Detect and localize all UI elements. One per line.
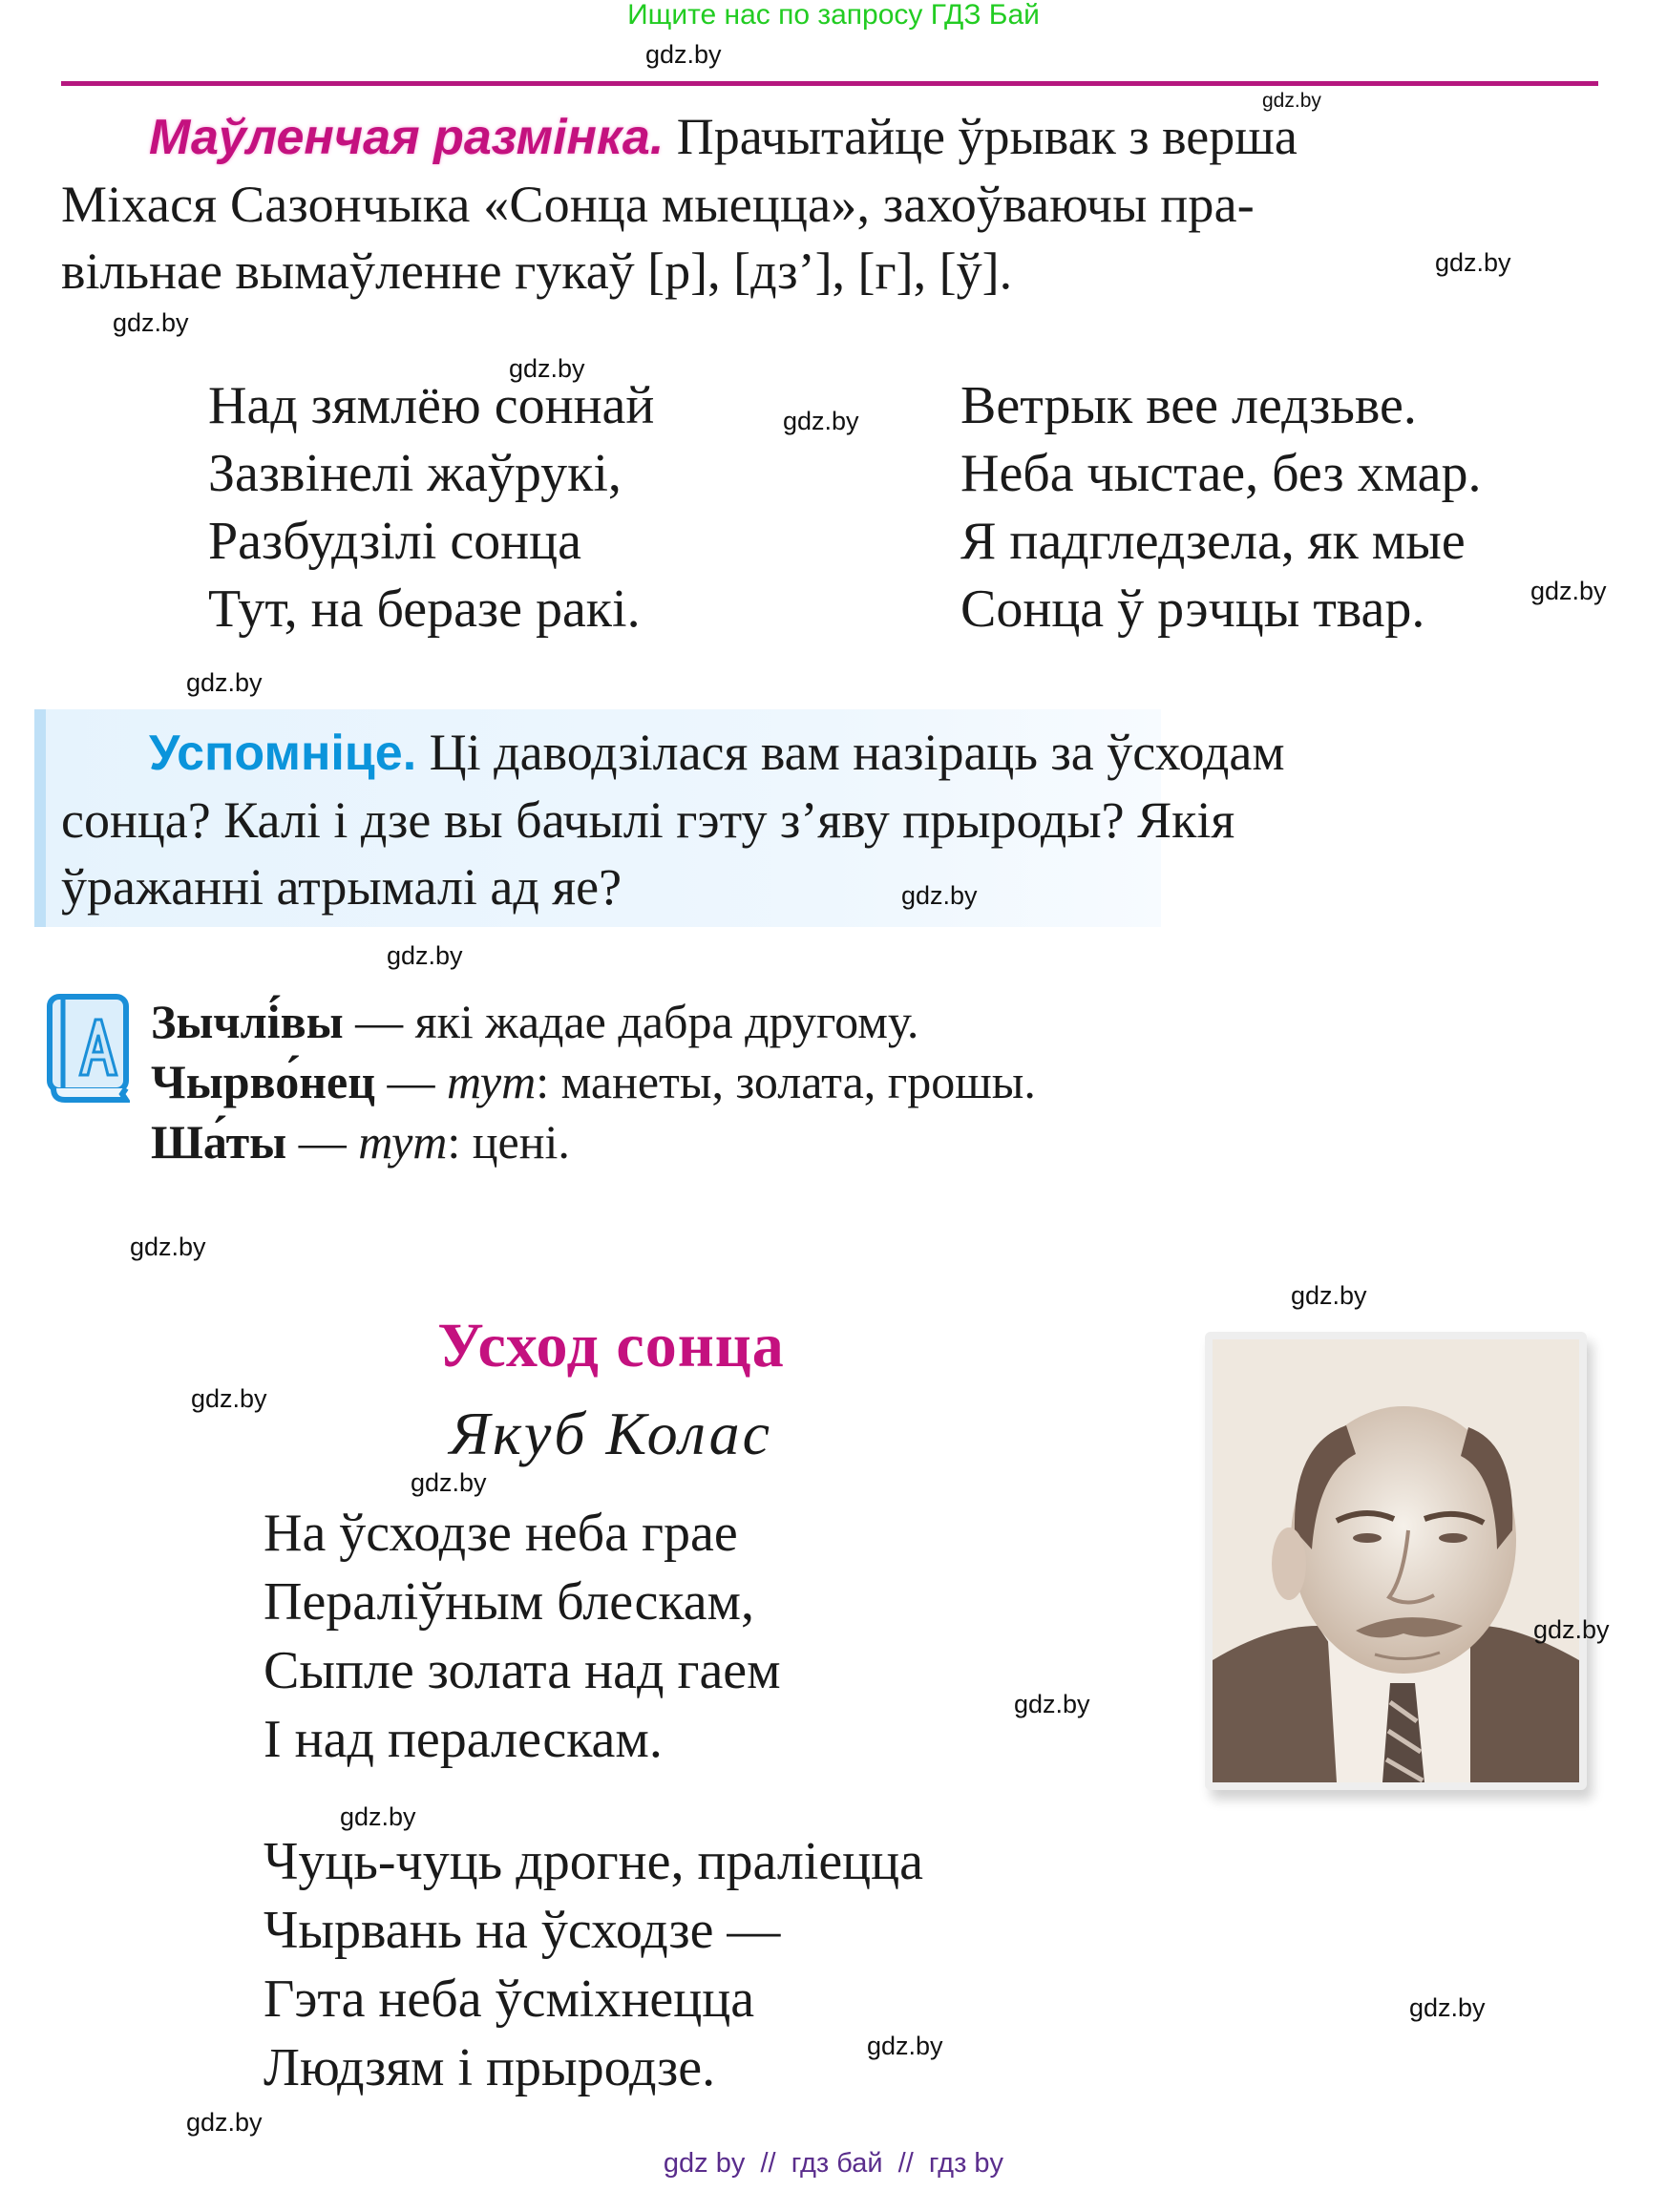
- excerpt-right-stanza: [960, 372, 1481, 643]
- glossary-entry: Ша́ты — тут: цені.: [151, 1115, 570, 1169]
- watermark: gdz.by: [113, 308, 189, 337]
- excerpt-line: Над зямлёю соннай: [208, 376, 655, 435]
- footer-links: gdz by // гдз бай // гдз by: [663, 2148, 1004, 2179]
- watermark: gdz.by: [186, 668, 263, 697]
- poem-line: І над пералескам.: [264, 1710, 663, 1769]
- header-rule: [61, 81, 1598, 86]
- watermark: gdz.by: [645, 40, 722, 69]
- remember-heading: Успомніце.: [149, 726, 417, 781]
- watermark: gdz.by: [387, 941, 463, 970]
- watermark: gdz.by: [1291, 1281, 1367, 1310]
- excerpt-line: Тут, на беразе ракі.: [208, 579, 641, 639]
- poem-line: Людзям і прыродзе.: [264, 2038, 716, 2097]
- warmup-heading: Маўленчая размінка.: [149, 110, 665, 165]
- poem-line: На ўсходзе неба грае: [264, 1504, 738, 1563]
- excerpt-line: Неба чыстае, без хмар.: [960, 444, 1482, 503]
- poem-line: Сыпле золата над гаем: [264, 1641, 781, 1700]
- excerpt-left-stanza: [208, 372, 654, 643]
- watermark: gdz.by: [867, 2032, 943, 2060]
- poem-line: Гэта неба ўсміхнецца: [264, 1970, 755, 2029]
- remember-line-3: ўражанні атрымалі ад яе?: [61, 858, 622, 916]
- remember-line-2: сонца? Калі і дзе вы бачылі гэту з’яву прыроды? Якія: [61, 791, 1235, 849]
- watermark: gdz.by: [1533, 1615, 1610, 1644]
- poem-author: Якуб Колас: [449, 1400, 773, 1467]
- book-letter-a-icon: [46, 993, 130, 1106]
- watermark: gdz.by: [783, 407, 859, 435]
- watermark: gdz.by: [411, 1468, 487, 1497]
- warmup-line-3: вільнае вымаўленне гукаў [р], [дз’], [г], [ў].: [61, 242, 1013, 300]
- watermark: gdz.by: [191, 1384, 267, 1413]
- remember-accent-bar: [34, 709, 46, 927]
- poem-line: Чуць-чуць дрогне, праліецца: [264, 1832, 923, 1891]
- watermark: gdz.by: [1530, 577, 1607, 605]
- poem-title: Усход сонца: [437, 1311, 785, 1380]
- poem-line: Пераліўным блескам,: [264, 1572, 754, 1632]
- portrait-image: [1213, 1339, 1579, 1782]
- watermark: gdz.by: [130, 1232, 206, 1261]
- glossary-entry: Зычлі́вы — які жадае дабра другому.: [151, 995, 919, 1048]
- excerpt-line: Я падгледзела, як мые: [960, 512, 1466, 571]
- watermark: gdz.by: [509, 354, 585, 383]
- author-portrait: [1205, 1332, 1587, 1790]
- watermark: gdz.by: [1262, 90, 1321, 112]
- glossary-list: [151, 992, 1036, 1172]
- excerpt-line: Зазвінелі жаўрукі,: [208, 444, 622, 503]
- watermark: gdz.by: [1409, 1993, 1486, 2022]
- glossary-entry: Чырво́нец — тут: манеты, золата, грошы.: [151, 1055, 1036, 1108]
- excerpt-line: Ветрык вее ледзьве.: [960, 376, 1417, 435]
- excerpt-line: Разбудзілі сонца: [208, 512, 581, 571]
- search-banner: Ищите нас по запросу ГДЗ Бай: [627, 0, 1040, 31]
- poem-line: Чырвань на ўсходзе —: [264, 1901, 781, 1960]
- watermark: gdz.by: [901, 881, 978, 910]
- watermark: gdz.by: [1435, 248, 1511, 277]
- poem-stanza-1: [264, 1499, 781, 1774]
- warmup-line-2: Міхася Сазончыка «Сонца мыецца», захоўваючы пра-: [61, 176, 1255, 233]
- remember-paragraph: [61, 719, 1600, 920]
- watermark: gdz.by: [186, 2108, 263, 2137]
- watermark: gdz.by: [1014, 1690, 1090, 1718]
- excerpt-line: Сонца ў рэчцы твар.: [960, 579, 1425, 639]
- poem-stanza-2: [264, 1827, 923, 2102]
- remember-line-1: Успомніце. Ці даводзілася вам назіраць за ўсходам: [149, 724, 1285, 781]
- watermark: gdz.by: [340, 1802, 416, 1831]
- warmup-line-1: Маўленчая размінка. Прачытайце ўрывак з верша: [149, 108, 1298, 165]
- warmup-paragraph: [61, 103, 1600, 305]
